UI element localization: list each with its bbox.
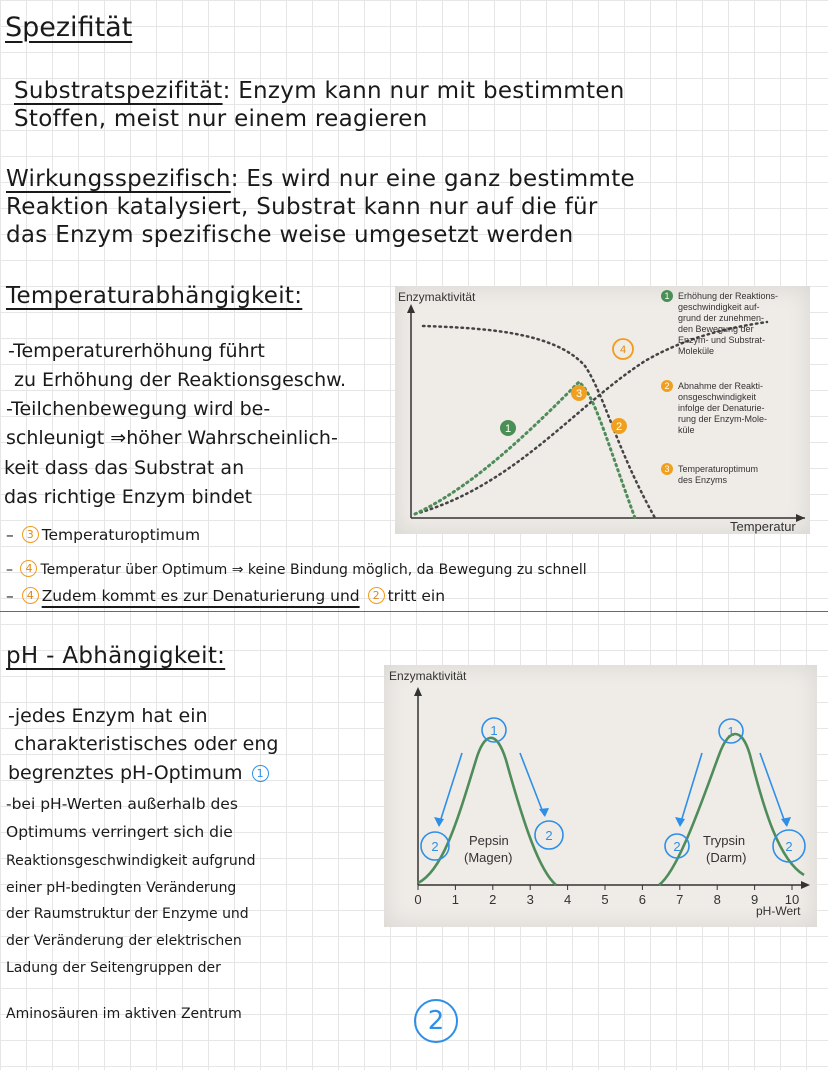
temp-note-3 [6,587,445,605]
ph-line-2: charakteristisches oder eng [14,733,279,755]
ph-line-11: Aminosäuren im aktiven Zentrum [6,1006,242,1022]
arrow-line-4 [760,753,786,825]
marker-3-label: 3 [575,388,583,400]
ph-tick-label: 2 [489,892,497,907]
temp-note-1 [6,526,200,544]
substrat-line-1 [14,78,625,104]
ph-line-9: der Veränderung der elektrischen [6,933,242,949]
ph-line-10: Ladung der Seitengruppen der [6,960,221,976]
ph-tick-label: 1 [451,892,460,907]
circled-4-icon: 4 [22,587,39,604]
ann-2b: 2 [545,828,553,843]
x-axis-label: Temperatur [730,519,796,534]
temperature-heading: Temperaturabhängigkeit: [6,283,303,309]
dash: – [6,526,14,544]
ph-chart [384,665,817,927]
ph-x-axis-label: pH-Wert [756,904,801,918]
legend-text-2: Abnahme der Reakti- onsgeschwindigkeit infolge der Denaturie- rung der Enzym-Mole- küle [678,381,768,435]
circled-2-large-icon: 2 [414,999,458,1043]
ann-2c: 2 [673,839,681,854]
ph-tick-label: 8 [713,892,721,907]
legend-num-1: 1 [664,291,670,301]
substrat-text-2: Stoffen, meist nur einem reagieren [14,106,428,132]
ph-line-3-text: begrenztes pH-Optimum [8,762,243,784]
marker-2-label: 2 [615,421,623,433]
wirkung-line-1 [6,166,635,192]
section-divider [0,611,828,612]
trypsin-sub-label: (Darm) [706,850,747,865]
wirkung-text-1: : Es wird nur eine ganz bestimmte [230,166,635,192]
wirkung-term: Wirkungsspezifisch [6,166,231,192]
ph-line-5: Optimums verringert sich die [6,823,233,841]
temp-note-1-text: Temperaturoptimum [41,526,201,544]
temp-line-4: schleunigt ⇒höher Wahrscheinlich- [6,427,338,449]
marker-1-label: 1 [504,423,512,435]
ph-heading: pH - Abhängigkeit: [6,643,226,669]
substrat-text-1: : Enzym kann nur mit bestimmten [222,78,625,104]
ann-2a: 2 [431,839,439,854]
ph-line-3 [8,762,272,784]
ph-tick-label: 3 [526,892,534,907]
blue-arrowheads [434,808,791,827]
dash: – [6,562,13,578]
dash: – [6,587,14,605]
arrowhead-3 [675,817,685,827]
ph-line-8: der Raumstruktur der Enzyme und [6,906,249,922]
legend-text-3: Temperaturoptimum des Enzyms [678,464,759,485]
temp-line-5: keit dass das Substrat an [4,457,245,479]
ph-y-axis-label: Enzymaktivität [389,669,467,683]
ph-x-ticks [414,885,799,907]
ph-tick-label: 9 [750,892,759,907]
temp-line-6: das richtige Enzym bindet [4,486,253,508]
trypsin-label: Trypsin [703,833,746,848]
arrowhead-1 [434,817,444,827]
ph-tick-label: 4 [563,892,572,907]
pepsin-label: Pepsin [469,833,509,848]
arrow-line-3 [680,753,702,825]
x-axis-arrow [796,514,805,522]
circled-2-icon: 2 [368,587,385,604]
wirkung-text-3: das Enzym spezifische weise umgesetzt werden [6,222,574,248]
marker-4-label: 4 [619,344,627,356]
arrowhead-4 [781,817,791,827]
ph-y-axis-arrow [414,687,422,696]
legend-num-2: 2 [664,381,670,391]
temp-note-2 [6,560,587,578]
ann-1a: 1 [490,723,498,738]
temp-note-3b-text: tritt ein [387,587,446,605]
legend-text-1: Erhöhung der Reaktions- geschwindigkeit auf- grund der zunehmen- den Bewegung der Enzym- und Substrat- Moleküle [678,291,779,356]
wirkung-text-2: Reaktion katalysiert, Substrat kann nur auf die für [6,194,598,220]
circled-1-icon: 1 [252,765,269,782]
legend [661,290,781,485]
temp-line-2: zu Erhöhung der Reaktionsgeschw. [14,369,346,391]
ann-2d: 2 [785,839,793,854]
pepsin-sub-label: (Magen) [464,850,513,865]
ph-line-6: Reaktionsgeschwindigkeit aufgrund [6,853,256,869]
ph-tick-label: 5 [601,892,609,907]
temperature-chart-svg [395,286,810,534]
ph-tick-label: 7 [676,892,684,907]
ph-tick-label: 0 [414,892,422,907]
ph-line-7: einer pH-bedingten Veränderung [6,880,237,896]
ann-1b: 1 [727,724,735,739]
temp-note-3-text: Zudem kommt es zur Denaturierung und [41,587,360,605]
page-title: Spezifität [5,12,133,43]
temperature-chart [395,286,810,534]
ph-chart-svg [384,665,817,927]
temp-line-3: -Teilchenbewegung wird be- [6,398,271,420]
substrat-term: Substratspezifität [14,78,223,104]
ph-line-4: -bei pH-Werten außerhalb des [6,795,238,813]
ph-tick-label: 6 [638,892,647,907]
temp-line-1: -Temperaturerhöhung führt [8,340,265,362]
arrowhead-2 [539,808,549,817]
ph-x-axis-arrow [801,881,810,889]
arrow-line-2 [520,753,544,815]
temp-note-2-text: Temperatur über Optimum ⇒ keine Bindung möglich, da Bewegung zu schnell [40,562,587,578]
y-axis-label: Enzymaktivität [398,290,476,304]
ph-tick-label: 10 [784,892,800,907]
circled-3-icon: 3 [22,526,39,543]
circled-4-icon: 4 [20,560,37,577]
ph-line-1: -jedes Enzym hat ein [8,705,208,727]
y-axis-arrow [407,304,415,313]
legend-num-3: 3 [664,464,670,474]
